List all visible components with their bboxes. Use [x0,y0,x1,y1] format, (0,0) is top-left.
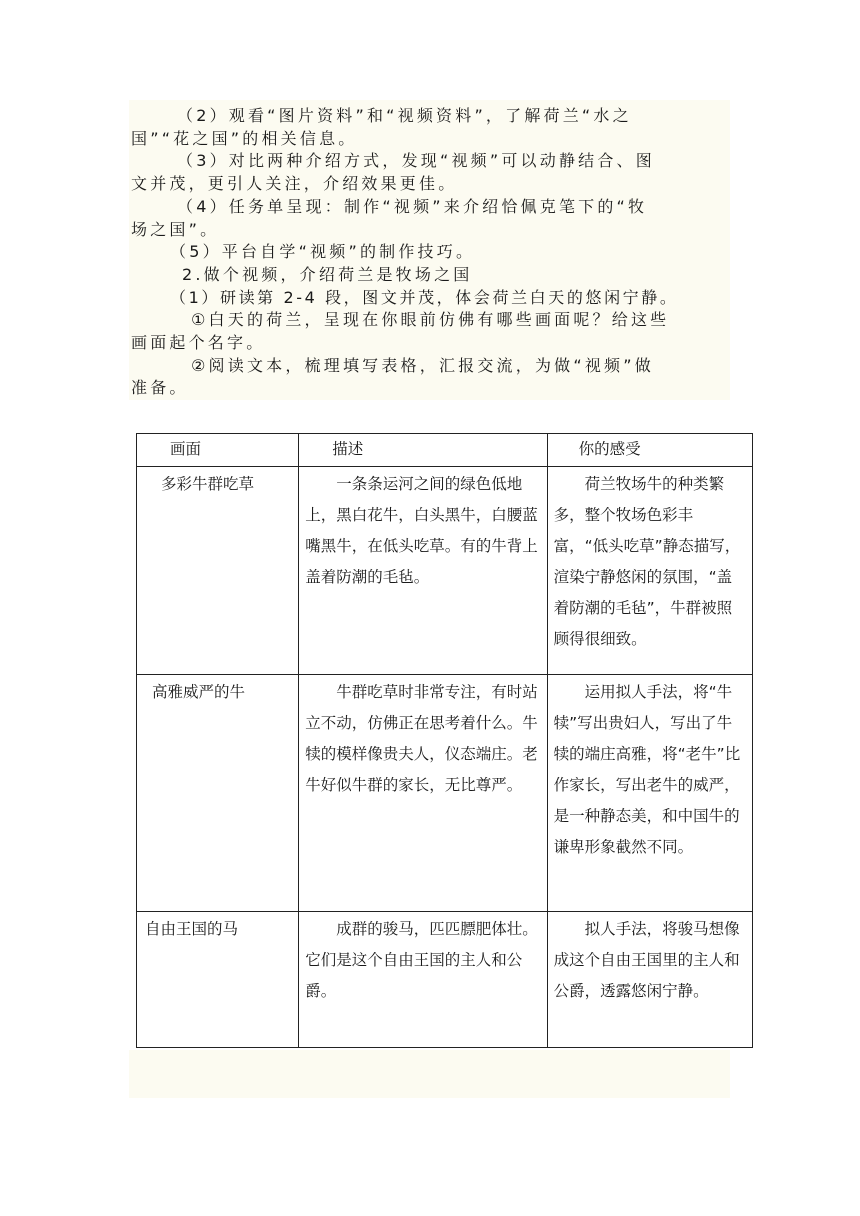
header-cell: 描述 [299,434,547,467]
text-line: ①白天的荷兰，呈现在你眼前仿佛有哪些画面呢？给这些 [191,310,670,329]
text-line: 国”“花之国”的相关信息。 [131,129,358,148]
table-row [137,467,753,675]
instruction-block [129,100,730,400]
feeling-cell: 拟人手法，将骏马想像成这个自由王国里的主人和公爵，透露悠闲宁静。 [547,912,752,1048]
text-line: 场之国”。 [131,220,220,239]
table-row [137,912,753,1048]
text-line: （5）平台自学“视频”的制作技巧。 [170,242,476,261]
text-line: 2.做个视频，介绍荷兰是牧场之国 [182,265,473,284]
table-row [137,675,753,912]
text-line: （3）对比两种介绍方式，发现“视频”可以动静结合、图 [177,151,655,170]
text-line: （2）观看“图片资料”和“视频资料”，了解荷兰“水之 [177,106,632,125]
description-cell: 一条条运河之间的绿色低地上，黑白花牛，白头黑牛，白腰蓝嘴黑牛，在低头吃草。有的牛背上盖着防潮的毛毡。 [299,467,547,675]
description-cell: 成群的骏马，匹匹膘肥体壮。它们是这个自由王国的主人和公爵。 [299,912,547,1048]
text-line: ②阅读文本，梳理填写表格，汇报交流，为做“视频”做 [191,356,654,375]
text-line: 文并茂，更引人关注，介绍效果更佳。 [131,174,458,193]
header-cell: 你的感受 [547,434,752,467]
feeling-cell: 运用拟人手法，将“牛犊”写出贵妇人，写出了牛犊的端庄高雅，将“老牛”比作家长，写出老牛的威严，是一种静态美，和中国牛的谦卑形象截然不同。 [547,675,752,912]
text-line: 画面起个名字。 [131,333,266,352]
scene-cell: 高雅威严的牛 [137,675,299,912]
scene-cell: 多彩牛群吃草 [137,467,299,675]
description-cell: 牛群吃草时非常专注，有时站立不动，仿佛正在思考着什么。牛犊的模样像贵夫人，仪态端庄。老牛好似牛群的家长，无比尊严。 [299,675,547,912]
empty-shaded-block [129,1050,730,1098]
text-line: （4）任务单呈现：制作“视频”来介绍恰佩克笔下的“牧 [177,197,648,216]
table-header-row [137,434,753,467]
header-cell: 画面 [137,434,299,467]
text-line: （1）研读第 2-4 段，图文并茂，体会荷兰白天的悠闲宁静。 [170,288,679,307]
text-line: 准备。 [131,378,189,397]
scene-table [136,433,753,1048]
scene-cell: 自由王国的马 [137,912,299,1048]
feeling-cell: 荷兰牧场牛的种类繁多，整个牧场色彩丰富，“低头吃草”静态描写，渲染宁静悠闲的氛围，“盖着防潮的毛毡”，牛群被照顾得很细致。 [547,467,752,675]
